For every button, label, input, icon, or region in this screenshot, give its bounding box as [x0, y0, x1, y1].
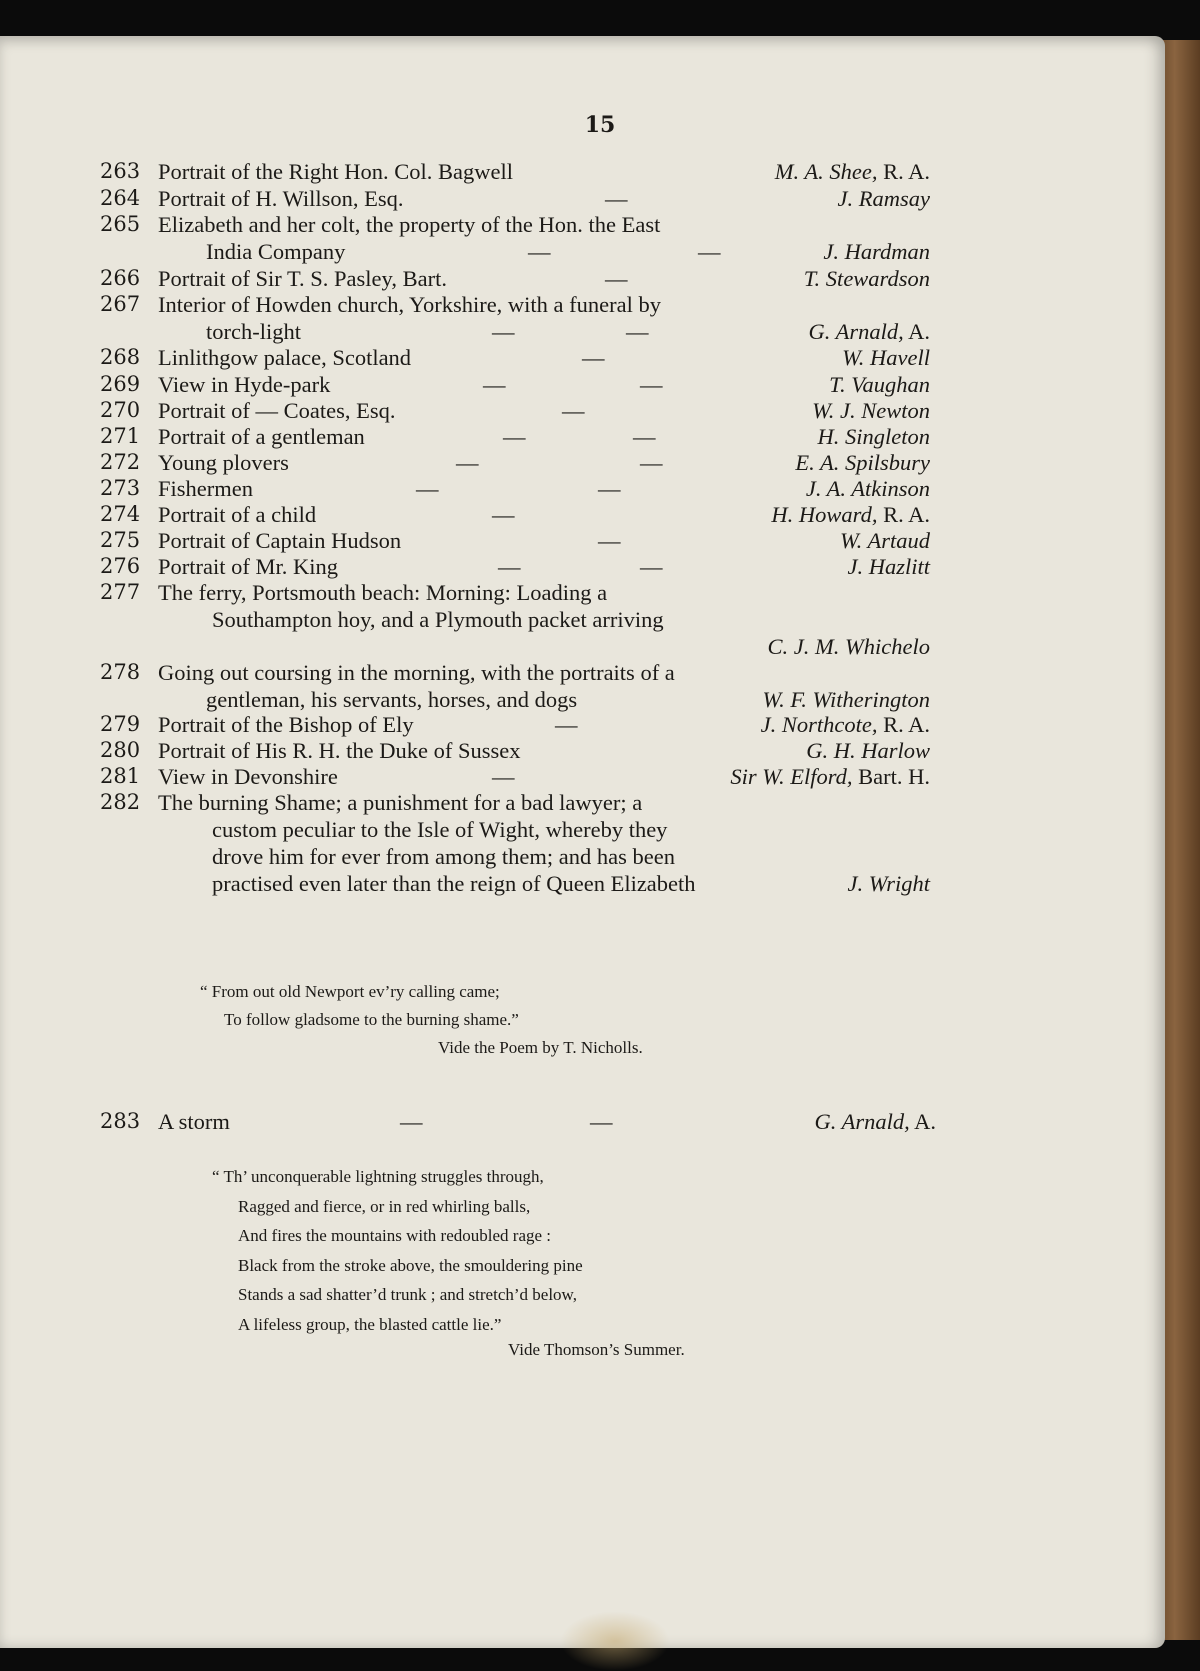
catalogue-entry	[100, 291, 930, 345]
entry-number: 282	[100, 790, 141, 814]
entry-title: Linlithgow palace, Scotland	[158, 345, 412, 370]
quote-line: “ Th’ unconquerable lightning struggles through,	[212, 1167, 544, 1186]
catalogue-entry	[100, 789, 930, 897]
entry-title: Interior of Howden church, Yorkshire, with a funeral by	[158, 292, 661, 317]
artist-name: G. H. Harlow	[806, 738, 930, 763]
catalogue-entry	[100, 579, 930, 660]
entry-title: Fishermen	[158, 476, 253, 501]
entry-title: Portrait of Sir T. S. Pasley, Bart.	[158, 266, 447, 291]
quote-line: To follow gladsome to the burning shame.”	[224, 1009, 519, 1029]
entry-number: 264	[100, 186, 141, 210]
quote-line: Black from the stroke above, the smouldering pine	[238, 1255, 583, 1275]
entry-title: Young plovers	[158, 450, 289, 475]
artist-suffix: R. A.	[877, 502, 930, 527]
quote-line: And fires the mountains with redoubled rage :	[238, 1226, 552, 1245]
artist-name	[775, 158, 930, 185]
dash: —	[456, 450, 479, 475]
artist-name-italic: G. Arnald,	[814, 1109, 910, 1134]
entry-number: 265	[100, 212, 141, 236]
entry-number: 267	[100, 292, 141, 316]
catalogue-entry	[100, 711, 930, 738]
catalogue-entry	[100, 185, 930, 212]
artist-name: W. Havell	[842, 345, 930, 370]
entry-number: 270	[100, 398, 141, 422]
entry-title: Going out coursing in the morning, with the portraits of a	[158, 660, 675, 685]
entry-number: 263	[100, 159, 141, 183]
dash: —	[528, 239, 551, 264]
artist-suffix: Bart. H.	[852, 764, 930, 789]
dash: —	[492, 764, 515, 789]
entry-number: 274	[100, 502, 141, 526]
catalogue-entry	[100, 553, 930, 580]
artist-suffix: A.	[903, 319, 930, 344]
catalogue-entry	[100, 158, 930, 185]
entry-title: A storm	[158, 1109, 230, 1134]
dash: —	[492, 319, 515, 344]
catalogue-entry	[100, 737, 930, 764]
entry-title: Portrait of Mr. King	[158, 554, 338, 579]
catalogue-entry	[100, 763, 930, 790]
entry-number: 272	[100, 450, 141, 474]
entry-title-continued: Southampton hoy, and a Plymouth packet arriving	[212, 607, 664, 632]
dash: —	[416, 476, 439, 501]
dash: —	[640, 554, 663, 579]
entry-title: The burning Shame; a punishment for a bad lawyer; a	[158, 790, 643, 815]
catalogue-entry	[100, 501, 930, 528]
entry-number: 280	[100, 738, 141, 762]
artist-name	[761, 711, 930, 738]
catalogue-entry	[100, 527, 930, 554]
artist-name: W. Artaud	[839, 528, 930, 553]
entry-number: 268	[100, 345, 141, 369]
entry-title: Elizabeth and her colt, the property of the Hon. the East	[158, 212, 661, 237]
catalogue-entry	[100, 265, 930, 292]
entry-number: 279	[100, 712, 141, 736]
artist-name: T. Stewardson	[803, 266, 930, 291]
dash: —	[698, 239, 721, 264]
dash: —	[400, 1109, 423, 1134]
entry-number: 278	[100, 660, 141, 684]
paper-stain	[560, 1611, 670, 1671]
artist-name: C. J. M. Whichelo	[767, 634, 930, 659]
catalogue-entry	[100, 397, 930, 424]
catalogue-entry	[100, 423, 930, 450]
entry-title: View in Devonshire	[158, 764, 338, 789]
entry-number: 281	[100, 764, 141, 788]
entry-title: Portrait of a child	[158, 502, 317, 527]
dash: —	[590, 1109, 613, 1134]
entry-number: 273	[100, 476, 141, 500]
artist-name: W. F. Witherington	[762, 687, 930, 712]
poem-quotation	[212, 1162, 583, 1339]
artist-name-italic: Sir W. Elford,	[730, 764, 853, 789]
entry-title: Portrait of His R. H. the Duke of Sussex	[158, 738, 521, 763]
dash: —	[605, 266, 628, 291]
entry-title: Portrait of Captain Hudson	[158, 528, 402, 553]
quote-line: Stands a sad shatter’d trunk ; and stretch’d below,	[238, 1285, 577, 1304]
entry-title: Portrait of H. Willson, Esq.	[158, 186, 404, 211]
dash: —	[498, 554, 521, 579]
quote-citation: Vide the Poem by T. Nicholls.	[438, 1038, 643, 1057]
artist-name-italic: J. Northcote,	[760, 712, 878, 737]
entry-number: 277	[100, 580, 141, 604]
artist-suffix: A.	[909, 1109, 936, 1134]
entry-title: Portrait of a gentleman	[158, 424, 365, 449]
dash: —	[598, 476, 621, 501]
artist-name: H. Singleton	[817, 424, 930, 449]
dash: —	[492, 502, 515, 527]
artist-name	[809, 318, 930, 345]
quote-citation: Vide Thomson’s Summer.	[508, 1340, 685, 1359]
poem-quotation	[200, 978, 519, 1033]
artist-name-italic: H. Howard,	[771, 502, 878, 527]
dash: —	[598, 528, 621, 553]
catalogue-entry	[100, 344, 930, 371]
artist-name-italic: G. Arnald,	[808, 319, 904, 344]
artist-name: T. Vaughan	[829, 372, 930, 397]
entry-title: View in Hyde-park	[158, 372, 331, 397]
artist-suffix: R. A.	[877, 159, 930, 184]
entry-title-continued: gentleman, his servants, horses, and dogs	[206, 687, 578, 712]
dash: —	[503, 424, 526, 449]
entry-title: The ferry, Portsmouth beach: Morning: Loading a	[158, 580, 608, 605]
artist-name: J. Wright	[847, 871, 930, 896]
catalogue-entry	[100, 449, 930, 476]
artist-name-italic: M. A. Shee,	[774, 159, 878, 184]
entry-title-continued: torch-light	[206, 319, 301, 344]
catalogue-entry	[100, 371, 930, 398]
entry-title-continued: custom peculiar to the Isle of Wight, whereby they	[212, 817, 668, 842]
entry-title-continued: practised even later than the reign of Queen Elizabeth	[212, 871, 696, 896]
catalogue-entry	[100, 659, 930, 713]
artist-name: W. J. Newton	[812, 398, 930, 423]
quote-line: A lifeless group, the blasted cattle lie.”	[238, 1314, 502, 1334]
dash: —	[483, 372, 506, 397]
entry-title-continued: drove him for ever from among them; and has been	[212, 844, 675, 869]
catalogue-entry	[100, 1108, 936, 1135]
dash: —	[562, 398, 585, 423]
artist-name	[771, 501, 930, 528]
entry-title: Portrait of the Right Hon. Col. Bagwell	[158, 159, 513, 184]
dash: —	[582, 345, 605, 370]
entry-number: 271	[100, 424, 141, 448]
entry-number: 269	[100, 372, 141, 396]
catalogue-entry	[100, 211, 930, 265]
entry-number: 283	[100, 1109, 141, 1133]
artist-name: J. Ramsay	[837, 186, 930, 211]
artist-suffix: R. A.	[877, 712, 930, 737]
page-number: 15	[584, 112, 616, 138]
entry-number: 276	[100, 554, 141, 578]
artist-name	[815, 1108, 936, 1135]
artist-name	[730, 763, 930, 790]
artist-name: E. A. Spilsbury	[795, 450, 930, 475]
entry-number: 266	[100, 266, 141, 290]
entry-title: Portrait of the Bishop of Ely	[158, 712, 414, 737]
dash: —	[640, 372, 663, 397]
artist-name: J. Hazlitt	[847, 554, 930, 579]
artist-name: J. Hardman	[823, 239, 930, 264]
artist-name: J. A. Atkinson	[805, 476, 930, 501]
catalogue-entry	[100, 475, 930, 502]
dash: —	[605, 186, 628, 211]
entry-title-continued: India Company	[206, 239, 346, 264]
quote-line: Ragged and fierce, or in red whirling balls,	[238, 1196, 531, 1216]
dash: —	[626, 319, 649, 344]
entry-number: 275	[100, 528, 141, 552]
dash: —	[555, 712, 578, 737]
dash: —	[633, 424, 656, 449]
dash: —	[640, 450, 663, 475]
quote-line: “ From out old Newport ev’ry calling came;	[200, 982, 500, 1001]
entry-title: Portrait of — Coates, Esq.	[158, 398, 396, 423]
